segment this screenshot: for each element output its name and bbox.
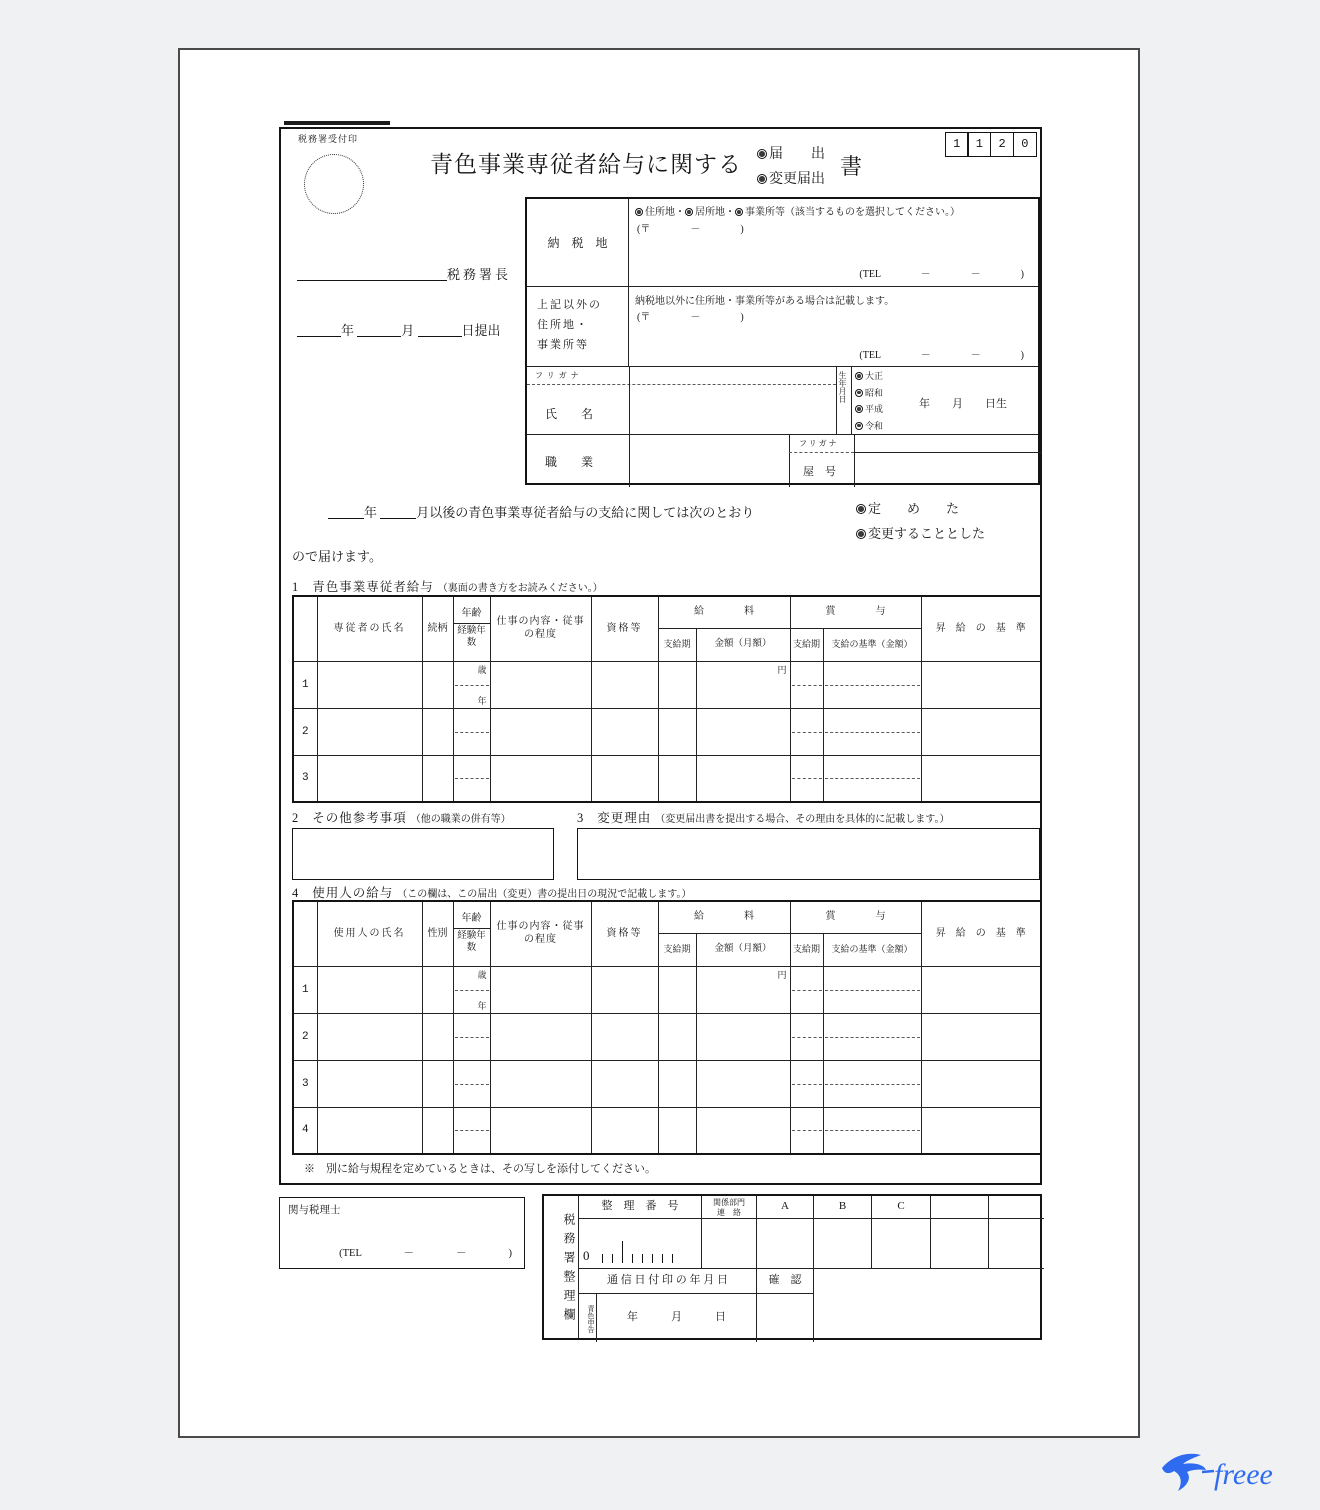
col-header-name: 専従者の氏名: [317, 596, 422, 661]
employee-salary-table: [292, 900, 1042, 1155]
receipt-stamp-circle: [304, 154, 364, 214]
name-row: [527, 366, 1038, 434]
cell-name[interactable]: [317, 1060, 422, 1107]
other-address-row: [527, 286, 1038, 366]
row-number: 2: [293, 708, 317, 755]
col-blank-cell: [931, 1219, 989, 1269]
cell-bonus-period[interactable]: [790, 966, 823, 1013]
submit-year-label: 年: [341, 323, 355, 338]
cell-job[interactable]: [490, 661, 591, 708]
decl-year-label: 年: [364, 505, 378, 520]
col-a-cell: [757, 1219, 814, 1269]
option-jushochi: 住所地: [645, 207, 675, 218]
job-label-divider: [629, 435, 630, 487]
birth-date-label: 生年月日: [838, 371, 847, 403]
row-number: 1: [293, 661, 317, 708]
cell-relation[interactable]: [422, 661, 453, 708]
birth-date-field[interactable]: 年 月 日生: [919, 398, 1007, 410]
cell-relation[interactable]: [422, 708, 453, 755]
submit-day-field[interactable]: [418, 323, 462, 337]
cell-bonus-period[interactable]: [790, 661, 823, 708]
section3-label: 変更理由: [597, 811, 652, 825]
cell-age[interactable]: [453, 1060, 490, 1107]
section3-note: （変更届出書を提出する場合、その理由を具体的に記載します。）: [655, 814, 950, 825]
form-title-suffix: 書: [840, 154, 863, 179]
nozeichi-row: [527, 199, 1038, 286]
cell-bonus-basis[interactable]: [823, 1107, 921, 1154]
cell-raise[interactable]: [921, 1107, 1041, 1154]
group-header-bonus: 賞 与: [790, 596, 921, 628]
cell-age[interactable]: [453, 708, 490, 755]
cell-sex[interactable]: [422, 1107, 453, 1154]
office-use-vertical-label: 税務署整理欄: [544, 1196, 579, 1338]
cell-name[interactable]: [317, 1107, 422, 1154]
col-header-amount: 金額（月額）: [696, 628, 790, 661]
era-row: [855, 368, 883, 385]
title-option-change-label: 変更届出: [769, 172, 825, 187]
tax-office-head-line: [297, 264, 511, 283]
declaration-tail: ので届けます。: [292, 549, 382, 564]
cell-amount[interactable]: [696, 966, 790, 1013]
corner-cell: [293, 596, 317, 661]
cell-qualification[interactable]: [591, 755, 658, 802]
cell-raise[interactable]: [921, 708, 1041, 755]
title-options: [757, 142, 825, 192]
cell-bonus-basis[interactable]: [823, 966, 921, 1013]
freee-logo: [1158, 1448, 1288, 1498]
col-b-header: B: [814, 1196, 872, 1219]
unit-yen: 円: [777, 664, 787, 675]
section2-title: [292, 808, 511, 827]
cell-sex[interactable]: [422, 966, 453, 1013]
cell-relation[interactable]: [422, 755, 453, 802]
col-blank-header: [931, 1196, 989, 1219]
table-row: [293, 661, 1041, 708]
other-address-label: [527, 287, 629, 366]
submit-day-label: 日提出: [461, 323, 501, 338]
col-header-name: 使用人の氏名: [317, 901, 422, 966]
office-merged-blank-cell: [814, 1269, 1044, 1342]
small-vertical-label: 青色申告: [579, 1294, 597, 1342]
form-code-boxes: [946, 132, 1037, 157]
decl-fixed-label: 定 め た: [868, 501, 960, 516]
cell-pay-period[interactable]: [658, 966, 696, 1013]
radio-jushochi-icon[interactable]: [635, 208, 643, 216]
radio-notify-icon[interactable]: [757, 149, 767, 159]
cell-job[interactable]: [490, 1107, 591, 1154]
furigana-divider: [527, 384, 836, 385]
serial-number-cell: [579, 1219, 702, 1269]
submit-date-line: [297, 320, 501, 339]
logo-text: freee: [1214, 1458, 1273, 1491]
decl-month-field[interactable]: [380, 505, 416, 519]
declaration-radios: [856, 496, 985, 546]
col-header-relation: 続柄: [422, 596, 453, 661]
cell-age[interactable]: [453, 661, 490, 708]
experience-header: 経験年数: [457, 625, 486, 648]
name-label-divider: [629, 367, 630, 434]
cell-job[interactable]: [490, 1060, 591, 1107]
col-header-qualification: 資格等: [591, 596, 658, 661]
cell-qualification[interactable]: [591, 1107, 658, 1154]
confirm-header: 確 認: [757, 1269, 814, 1294]
col-header-bonus-period: 支給期: [790, 628, 823, 661]
col-a-header: A: [757, 1196, 814, 1219]
col-header-pay-period: 支給期: [658, 933, 696, 966]
cell-qualification[interactable]: [591, 708, 658, 755]
dept-header-line: 関係部門: [713, 1198, 745, 1207]
radio-changed-icon[interactable]: [856, 529, 866, 539]
name-label: 氏 名: [545, 407, 594, 421]
era-row: [855, 401, 883, 418]
col-c-cell: [872, 1219, 931, 1269]
confirm-cell: [757, 1294, 814, 1342]
job-row: [527, 434, 1038, 487]
cell-sex[interactable]: [422, 1013, 453, 1060]
cell-pay-period[interactable]: [658, 755, 696, 802]
col-b-cell: [814, 1219, 872, 1269]
serial-ticks: [593, 1241, 673, 1263]
swallow-icon: [1162, 1454, 1206, 1491]
cell-job[interactable]: [490, 966, 591, 1013]
section3-title: [577, 808, 949, 827]
tax-advisor-tel-field[interactable]: (TEL － － ): [339, 1248, 512, 1259]
era-reiwa: 令和: [865, 420, 884, 431]
age-header: 年齢: [461, 608, 482, 620]
title-option-notify-row: [757, 142, 825, 167]
group-header-salary: 給 料: [658, 901, 790, 933]
decl-fixed-row: [856, 496, 985, 521]
code-digit: 2: [990, 132, 1014, 157]
col-header-qualification: 資格等: [591, 901, 658, 966]
table-row: [293, 1013, 1041, 1060]
cell-name[interactable]: [317, 966, 422, 1013]
nozeichi-label: 納 税 地: [527, 199, 629, 286]
age-header: 年齢: [461, 913, 482, 925]
yago-furigana-label: フリガナ: [799, 439, 839, 448]
tax-office-name-field[interactable]: [297, 267, 447, 281]
table-row: [293, 1060, 1041, 1107]
cell-raise[interactable]: [921, 1013, 1041, 1060]
nozeichi-select-line: [635, 203, 960, 218]
col-blank-header: [989, 1196, 1044, 1219]
col-header-job: 仕事の内容・従事の程度: [490, 901, 591, 966]
section1-label: 青色事業専従者給与: [312, 580, 434, 594]
era-col-divider: [851, 367, 852, 434]
unit-nen: 年: [477, 695, 487, 706]
cell-bonus-period[interactable]: [790, 1060, 823, 1107]
col-header-pay-period: 支給期: [658, 628, 696, 661]
cell-qualification[interactable]: [591, 1013, 658, 1060]
cell-age[interactable]: [453, 1107, 490, 1154]
radio-heisei-icon[interactable]: [855, 405, 863, 413]
cell-bonus-period[interactable]: [790, 708, 823, 755]
cell-age[interactable]: [453, 1013, 490, 1060]
other-address-label-line: 上記以外の: [537, 299, 602, 311]
era-options: [855, 368, 883, 434]
cell-name[interactable]: [317, 755, 422, 802]
col-header-raise: 昇 給 の 基 準: [921, 596, 1041, 661]
form-title: 青色事業専従者給与に関する: [430, 152, 742, 177]
cell-age[interactable]: [453, 755, 490, 802]
submit-month-field[interactable]: [357, 323, 401, 337]
tax-advisor-label: 関与税理士: [288, 1205, 341, 1216]
table-row: [293, 755, 1041, 802]
freee-logo-graphic: [1158, 1448, 1288, 1498]
era-taisho: 大正: [865, 371, 884, 381]
decl-changed-label: 変更することとした: [868, 526, 986, 541]
postmark-date-cell: 年 月 日: [597, 1294, 757, 1342]
senju-salary-table: [292, 595, 1042, 803]
taxpayer-info-table: [525, 197, 1040, 485]
table-row: [293, 708, 1041, 755]
row-number: 2: [293, 1013, 317, 1060]
cell-pay-period[interactable]: [658, 661, 696, 708]
dept-contact-cell: [702, 1219, 757, 1269]
dept-header-line: 連 絡: [717, 1208, 741, 1217]
yago-label: 屋 号: [803, 466, 836, 478]
col-header-age: [453, 901, 490, 966]
col-header-age: [453, 596, 490, 661]
name-furigana-label: フリガナ: [535, 371, 583, 380]
other-address-label-line: 事業所等: [537, 339, 589, 351]
decl-year-field[interactable]: [328, 505, 364, 519]
age-header-divider: [454, 928, 490, 929]
era-showa: 昭和: [865, 387, 884, 398]
cell-name[interactable]: [317, 661, 422, 708]
title-option-change-row: [757, 167, 825, 192]
code-digit: 1: [967, 132, 991, 157]
radio-reiwa-icon[interactable]: [855, 422, 863, 430]
unit-sai: 歳: [477, 969, 487, 980]
section4-note: （この欄は、この届出（変更）書の提出日の現況で記載します。）: [397, 889, 692, 900]
row-number: 3: [293, 755, 317, 802]
other-postal-field[interactable]: (〒 － ): [637, 312, 744, 323]
logo-dash: [1202, 1471, 1214, 1472]
tel-field[interactable]: (TEL － － ): [859, 269, 1024, 280]
col-header-amount: 金額（月額）: [696, 933, 790, 966]
title-option-notify-label: 届 出: [769, 147, 825, 162]
cell-qualification[interactable]: [591, 1060, 658, 1107]
radio-showa-icon[interactable]: [855, 389, 863, 397]
section1-no: 1: [292, 580, 299, 594]
col-header-bonus-basis: 支給の基準（金額）: [823, 933, 921, 966]
table-row: [293, 966, 1041, 1013]
cell-bonus-basis[interactable]: [823, 661, 921, 708]
section2-label: その他参考事項: [312, 811, 407, 825]
cell-bonus-period[interactable]: [790, 755, 823, 802]
cell-raise[interactable]: [921, 755, 1041, 802]
era-row: [855, 385, 883, 402]
select-note: （該当するものを選択してください。）: [785, 207, 960, 218]
cell-bonus-period[interactable]: [790, 1013, 823, 1060]
code-digit: 0: [1013, 132, 1037, 157]
cell-bonus-basis[interactable]: [823, 755, 921, 802]
radio-jigyosho-icon[interactable]: [735, 208, 743, 216]
group-header-bonus: 賞 与: [790, 901, 921, 933]
option-kyoshochi: 居所地: [695, 207, 725, 218]
job-label: 職 業: [545, 455, 594, 469]
row-number: 1: [293, 966, 317, 1013]
job-field[interactable]: [631, 437, 787, 484]
age-header-divider: [454, 623, 490, 624]
postal-code-field[interactable]: (〒 － ): [637, 224, 744, 235]
col-header-sex: 性別: [422, 901, 453, 966]
unit-yen: 円: [777, 969, 787, 980]
document-page: [178, 48, 1140, 1438]
cell-raise[interactable]: [921, 1060, 1041, 1107]
cell-pay-period[interactable]: [658, 708, 696, 755]
submit-year-field[interactable]: [297, 323, 341, 337]
option-jigyosho: 事業所等: [745, 207, 785, 218]
col-header-job: 仕事の内容・従事の程度: [490, 596, 591, 661]
other-matters-field[interactable]: [292, 828, 554, 880]
cell-qualification[interactable]: [591, 661, 658, 708]
other-address-note: 納税地以外に住所地・事業所等がある場合は記載します。: [635, 296, 895, 307]
submit-month-label: 月: [401, 323, 415, 338]
attachment-footnote: ※ 別に給与規程を定めているときは、その写しを添付してください。: [304, 1163, 656, 1175]
cell-bonus-basis[interactable]: [823, 1060, 921, 1107]
cell-bonus-period[interactable]: [790, 1107, 823, 1154]
cell-age[interactable]: [453, 966, 490, 1013]
cell-sex[interactable]: [422, 1060, 453, 1107]
row-number: 4: [293, 1107, 317, 1154]
col-c-header: C: [872, 1196, 931, 1219]
experience-header: 経験年数: [457, 930, 486, 953]
radio-change-icon[interactable]: [757, 174, 767, 184]
unit-nen: 年: [477, 1000, 487, 1011]
cell-job[interactable]: [490, 708, 591, 755]
cell-amount[interactable]: [696, 755, 790, 802]
serial-number-header: 整 理 番 号: [579, 1196, 702, 1219]
decl-changed-row: [856, 521, 985, 546]
tax-office-head-label: 税務署長: [447, 267, 512, 282]
group-header-salary: 給 料: [658, 596, 790, 628]
receipt-stamp-label: 税務署受付印: [298, 134, 359, 144]
name-field[interactable]: [631, 386, 835, 433]
cell-amount[interactable]: [696, 1013, 790, 1060]
unit-sai: 歳: [477, 664, 487, 675]
cell-qualification[interactable]: [591, 966, 658, 1013]
yago-label-divider-left: [789, 435, 790, 487]
radio-fixed-icon[interactable]: [856, 504, 866, 514]
section4-label: 使用人の給与: [312, 886, 394, 900]
corner-cell: [293, 901, 317, 966]
cell-name[interactable]: [317, 708, 422, 755]
col-blank-cell: [989, 1219, 1044, 1269]
cell-pay-period[interactable]: [658, 1060, 696, 1107]
cell-pay-period[interactable]: [658, 1013, 696, 1060]
cell-raise[interactable]: [921, 661, 1041, 708]
postmark-date-header: 通 信 日 付 印 の 年 月 日: [579, 1269, 757, 1294]
cell-amount[interactable]: [696, 1107, 790, 1154]
option-separator: ・: [675, 207, 685, 218]
top-left-print-mark: [284, 121, 390, 125]
cell-raise[interactable]: [921, 966, 1041, 1013]
cell-pay-period[interactable]: [658, 1107, 696, 1154]
section1-note: （裏面の書き方をお読みください。）: [437, 583, 603, 594]
serial-zero: 0: [583, 1248, 590, 1263]
declaration-line: [328, 502, 754, 521]
radio-kyoshochi-icon[interactable]: [685, 208, 693, 216]
row-number: 3: [293, 1060, 317, 1107]
yago-field[interactable]: [856, 453, 1040, 486]
cell-job[interactable]: [490, 755, 591, 802]
office-use-table: [542, 1194, 1042, 1340]
cell-bonus-basis[interactable]: [823, 708, 921, 755]
tax-advisor-box[interactable]: [279, 1197, 525, 1269]
option-separator: ・: [725, 207, 735, 218]
col-header-raise: 昇 給 の 基 準: [921, 901, 1041, 966]
cell-amount[interactable]: [696, 661, 790, 708]
cell-bonus-basis[interactable]: [823, 1013, 921, 1060]
cell-job[interactable]: [490, 1013, 591, 1060]
section2-no: 2: [292, 811, 299, 825]
section4-no: 4: [292, 886, 299, 900]
col-header-bonus-basis: 支給の基準（金額）: [823, 628, 921, 661]
yago-furigana-divider: [789, 452, 854, 453]
era-heisei: 平成: [865, 404, 884, 414]
code-digit: 1: [945, 132, 969, 157]
cell-amount[interactable]: [696, 1060, 790, 1107]
yago-value-divider: [854, 435, 855, 487]
dept-contact-header: [702, 1196, 757, 1219]
section2-note: （他の職業の併有等）: [410, 814, 511, 825]
cell-amount[interactable]: [696, 708, 790, 755]
section3-no: 3: [577, 811, 584, 825]
other-tel-field[interactable]: (TEL － － ): [859, 350, 1024, 361]
radio-taisho-icon[interactable]: [855, 372, 863, 380]
table-row: [293, 1107, 1041, 1154]
other-address-label-line: 住所地・: [537, 319, 589, 331]
decl-body: 月以後の青色事業専従者給与の支給に関しては次のとおり: [416, 505, 755, 520]
section1-title: [292, 577, 603, 596]
change-reason-field[interactable]: [577, 828, 1040, 880]
era-row: [855, 418, 883, 435]
col-header-bonus-period: 支給期: [790, 933, 823, 966]
cell-name[interactable]: [317, 1013, 422, 1060]
